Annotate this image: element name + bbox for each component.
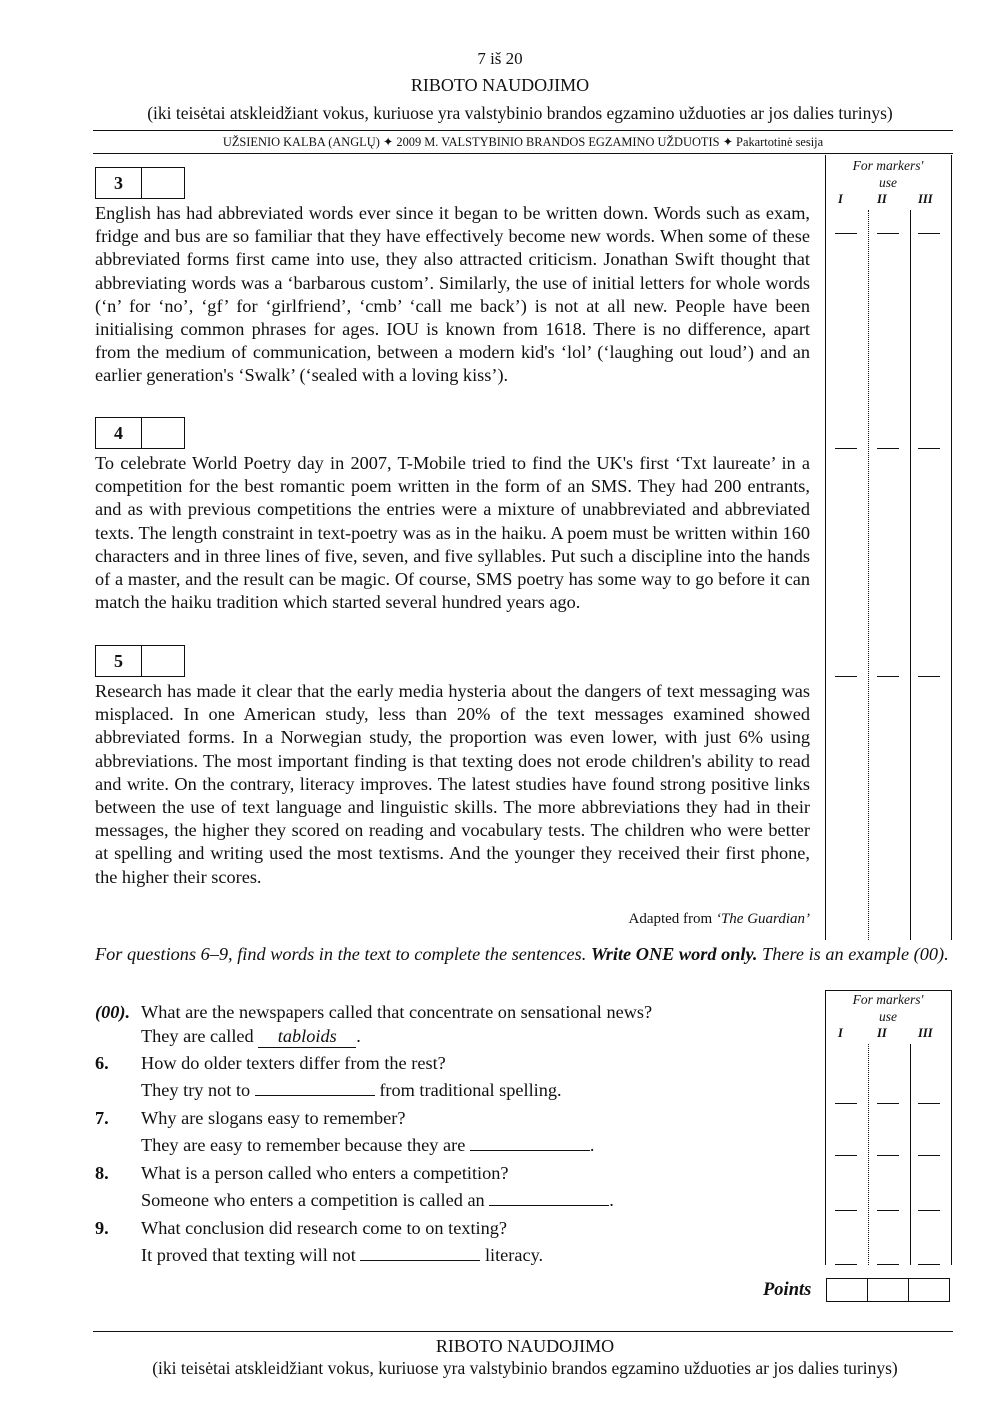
question-number: 6. xyxy=(95,1053,109,1073)
marker-column-right xyxy=(951,155,952,940)
mark-slot[interactable] xyxy=(835,448,857,449)
section-number: 5 xyxy=(96,646,142,676)
section-number: 4 xyxy=(96,418,142,448)
footer-title: RIBOTO NAUDOJIMO xyxy=(435,1336,615,1356)
mark-slot[interactable] xyxy=(918,448,940,449)
marker-column-right-2 xyxy=(951,990,952,1265)
marker-col-2-label: II xyxy=(877,192,887,206)
page-number: 7 iš 20 xyxy=(477,49,523,68)
mark-slot[interactable] xyxy=(835,1210,857,1211)
marker-col-1-label: I xyxy=(838,1026,843,1040)
marker-column-border xyxy=(825,155,826,940)
section-number-box xyxy=(95,417,185,449)
marker-divider-2 xyxy=(910,1044,911,1265)
mark-slot[interactable] xyxy=(877,1264,899,1265)
mark-slot[interactable] xyxy=(877,1210,899,1211)
question-number: 8. xyxy=(95,1163,109,1183)
answer-blank[interactable] xyxy=(470,1134,590,1151)
marker-col-3-label: III xyxy=(918,192,933,206)
answer-line: It proved that texting will not literacy. xyxy=(141,1245,544,1265)
marker-divider-1 xyxy=(868,210,869,940)
answer-blank[interactable] xyxy=(360,1244,480,1261)
points-cell-3[interactable] xyxy=(908,1278,950,1302)
points-cell-1[interactable] xyxy=(826,1278,868,1302)
question-text: What conclusion did research come to on texting? xyxy=(141,1218,508,1238)
marker-divider-2 xyxy=(910,210,911,940)
question-text: Why are slogans easy to remember? xyxy=(141,1108,406,1128)
restricted-title: RIBOTO NAUDOJIMO xyxy=(410,75,590,95)
answer-line: They are easy to remember because they are . xyxy=(141,1135,595,1155)
section-number: 3 xyxy=(96,168,142,198)
example-answer: tabloids xyxy=(258,1025,356,1048)
example-number: (00). xyxy=(95,1002,131,1022)
header-rule xyxy=(93,130,953,131)
footer-rule xyxy=(93,1331,953,1332)
mark-slot[interactable] xyxy=(877,1155,899,1156)
marker-divider-1 xyxy=(868,1044,869,1265)
example-question: What are the newspapers called that concentrate on sensational news? xyxy=(141,1002,653,1022)
section-number-box xyxy=(95,167,185,199)
points-label: Points xyxy=(763,1280,812,1300)
question-number: 9. xyxy=(95,1218,109,1238)
exam-line: UŽSIENIO KALBA (ANGLŲ) ✦ 2009 M. VALSTYBINIO BRANDOS EGZAMINO UŽDUOTIS ✦ Pakartotinė sesija xyxy=(222,135,824,149)
question-text: What is a person called who enters a competition? xyxy=(141,1163,509,1183)
question-number: 7. xyxy=(95,1108,109,1128)
answer-blank[interactable] xyxy=(489,1189,609,1206)
marker-col-1-label: I xyxy=(838,192,843,206)
answer-line: Someone who enters a competition is called an . xyxy=(141,1190,614,1210)
footer-subtitle: (iki teisėtai atskleidžiant vokus, kuriuose yra valstybinio brandos egzamino užduoties ar jos dalies turinys) xyxy=(152,1358,898,1378)
instructions: For questions 6–9, find words in the text to complete the sentences. Write ONE word only. There is an example (00). xyxy=(95,944,949,964)
section-text: English has had abbreviated words ever since it began to be written down. Words such as exam, fridge and bus are so familiar that they have effectively become new words. When some of these abbreviated forms first came into use, they also attracted criticism. Jonathan Swift thought that abbreviating words was a ‘barbarous custom’. Similarly, the use of initial letters for whole words (‘n’ for ‘no’, ‘gf’ for ‘girlfriend’, ‘cmb’ ‘call me back’) is not at all new. People have been initialising common phrases for ages. IOU is known from 1618. There is no difference, apart from the medium of communication, between a modern kid's ‘lol’ (‘laughing out loud’) and an earlier generation's ‘Swalk’ (‘sealed with a loving kiss’). xyxy=(95,203,810,386)
markers-label-2: For markers' use xyxy=(852,992,924,1024)
section-text: Research has made it clear that the early media hysteria about the dangers of text messaging was misplaced. In one American study, less than 20% of the text messages examined showed abbreviated forms. In a Norwegian study, the proportion was even lower, with just 6% using abbreviations. The most important finding is that texting does not erode children's ability to read and write. On the contrary, literacy improves. The latest studies have found strong positive links between the use of text language and linguistic skills. The more abbreviations they had in their messages, the higher they scored on reading and vocabulary tests. The children who were better at spelling and writing used the most textisms. And the younger they received their first phone, the higher their scores. xyxy=(95,681,810,887)
section-text: To celebrate World Poetry day in 2007, T-Mobile tried to find the UK's first ‘Txt laureate’ in a competition for the best romantic poem written in the form of an SMS. They had 200 entrants, and as with previous competitions the entries were a mixture of unabbreviated and abbreviated texts. The length constraint in text-poetry was as in the haiku. A poem must be written within 160 characters and in three lines of five, seven, and five syllables. Put such a discipline into the hands of a master, and the result can be magic. Of course, SMS poetry has some way to go before it can match the haiku tradition which started several hundred years ago. xyxy=(95,453,810,613)
header-rule-bottom xyxy=(93,153,953,154)
points-cell-2[interactable] xyxy=(867,1278,909,1302)
marker-col-3-label: III xyxy=(918,1026,933,1040)
source-credit: Adapted from ‘The Guardian’ xyxy=(628,911,810,927)
question-text: How do older texters differ from the rest? xyxy=(141,1053,446,1073)
mark-slot[interactable] xyxy=(918,1155,940,1156)
mark-slot[interactable] xyxy=(835,1155,857,1156)
answer-line: They try not to from traditional spelling. xyxy=(141,1080,562,1100)
mark-slot[interactable] xyxy=(918,1264,940,1265)
restricted-subtitle: (iki teisėtai atskleidžiant vokus, kuriuose yra valstybinio brandos egzamino užduoties ar jos dalies turinys) xyxy=(147,103,893,123)
answer-blank[interactable] xyxy=(255,1079,375,1096)
section-number-box xyxy=(95,645,185,677)
mark-slot[interactable] xyxy=(877,448,899,449)
mark-slot[interactable] xyxy=(918,676,940,677)
mark-slot[interactable] xyxy=(918,233,940,234)
markers-label: For markers' use xyxy=(852,158,924,190)
mark-slot[interactable] xyxy=(877,676,899,677)
mark-slot[interactable] xyxy=(918,1103,940,1104)
marker-column-border-2 xyxy=(825,990,826,1265)
mark-slot[interactable] xyxy=(877,233,899,234)
mark-slot[interactable] xyxy=(835,1103,857,1104)
example-answer-line: They are called tabloids . xyxy=(141,1026,361,1046)
mark-slot[interactable] xyxy=(835,676,857,677)
mark-slot[interactable] xyxy=(877,1103,899,1104)
mark-slot[interactable] xyxy=(835,233,857,234)
mark-slot[interactable] xyxy=(835,1264,857,1265)
mark-slot[interactable] xyxy=(918,1210,940,1211)
marker-col-2-label: II xyxy=(877,1026,887,1040)
